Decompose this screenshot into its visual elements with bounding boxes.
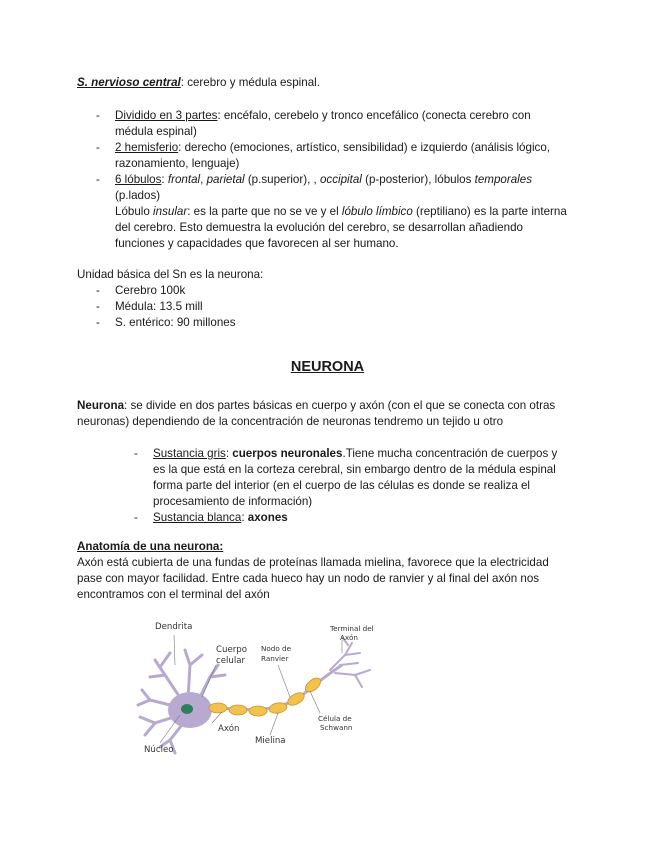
label-terminal: Terminal del — [330, 624, 374, 633]
neurona-title: NEURONA — [290, 359, 365, 375]
list-item-cont: forma parte del interior (en el cuerpo de las células es donde se realiza el — [153, 479, 531, 492]
label-nucleo: Núcleo — [144, 745, 174, 755]
list-item: S. entérico: 90 millones — [115, 316, 236, 329]
label-axon: Axón — [218, 724, 240, 734]
label-mielina: Mielina — [255, 736, 286, 746]
bullet-dash: - — [96, 284, 100, 297]
label-schwann: Célula de — [318, 714, 352, 723]
list-item-cont: es la que está en la corteza cerebral, sin embargo dentro de la médula espinal — [153, 463, 556, 476]
anatomia-heading: Anatomía de una neurona: — [77, 540, 224, 553]
anatomia-text: encontramos con el terminal del axón — [77, 588, 270, 601]
label-nodo: Nodo de — [261, 644, 292, 653]
anatomia-text: Axón está cubierta de una fundas de proteínas llamada mielina, favorece que la electricidad — [77, 556, 549, 569]
bullet-dash: - — [96, 109, 100, 122]
label-ranvier: Ranvier — [261, 654, 289, 663]
nucleus — [181, 704, 193, 714]
unidad-intro: Unidad básica del Sn es la neurona: — [77, 268, 264, 281]
snc-line: S. nervioso central: cerebro y médula espinal. — [77, 76, 320, 89]
list-item-cont: médula espinal) — [115, 125, 197, 138]
bullet-dash: - — [134, 447, 138, 460]
bullet-dash: - — [134, 511, 138, 524]
list-item-cont: razonamiento, lenguaje) — [115, 157, 240, 170]
axon-terminal — [330, 637, 370, 687]
list-item: Sustancia gris: cuerpos neuronales.Tiene mucha concentración de cuerpos y — [153, 447, 558, 460]
bullet-dash: - — [96, 173, 100, 186]
label-dendrita: Dendrita — [155, 622, 193, 632]
label-celular: celular — [216, 656, 246, 666]
neuron-diagram — [130, 615, 390, 760]
list-item-cont: procesamiento de información) — [153, 495, 313, 508]
list-item: Cerebro 100k — [115, 284, 186, 297]
snc-heading: S. nervioso central — [77, 76, 181, 89]
label-schwann-2: Schwann — [320, 723, 353, 732]
list-item: 2 hemisferio: derecho (emociones, artístico, sensibilidad) e izquierdo (análisis lógico, — [115, 141, 550, 154]
list-item: 6 lóbulos: frontal, parietal (p.superior), , occipital (p-posterior), lóbulos temporales — [115, 173, 532, 186]
list-item-cont: (p.lados) — [115, 189, 161, 202]
neurona-def-cont: neuronas) dependiendo de la concentración de neuronas tendremo un tejido u otro — [77, 415, 504, 428]
myelin-sheath — [209, 675, 323, 716]
list-item: Dividido en 3 partes: encéfalo, cerebelo y tronco encefálico (conecta cerebro con — [115, 109, 531, 122]
list-item: Médula: 13.5 mill — [115, 300, 203, 313]
bullet-dash: - — [96, 141, 100, 154]
label-terminal-axon: Axón — [340, 633, 358, 642]
anatomia-text: pase con mayor facilidad. Entre cada hueco hay un nodo de ranvier y al final del axón nos — [77, 572, 540, 585]
neurona-def: Neurona: se divide en dos partes básicas en cuerpo y axón (con el que se conecta con otras — [77, 399, 556, 412]
bullet-dash: - — [96, 316, 100, 329]
label-cuerpo: Cuerpo — [216, 645, 247, 655]
lobulo-line: Lóbulo insular: es la parte que no se ve y el lóbulo límbico (reptiliano) es la parte interna — [115, 205, 567, 218]
bullet-dash: - — [96, 300, 100, 313]
lobulo-line: del cerebro. Esto demuestra la evolución del cerebro, se desarrollan añadiendo — [115, 221, 523, 234]
lobulo-line: funciones y capacidades que favorecen al ser humano. — [115, 237, 399, 250]
list-item: Sustancia blanca: axones — [153, 511, 288, 524]
